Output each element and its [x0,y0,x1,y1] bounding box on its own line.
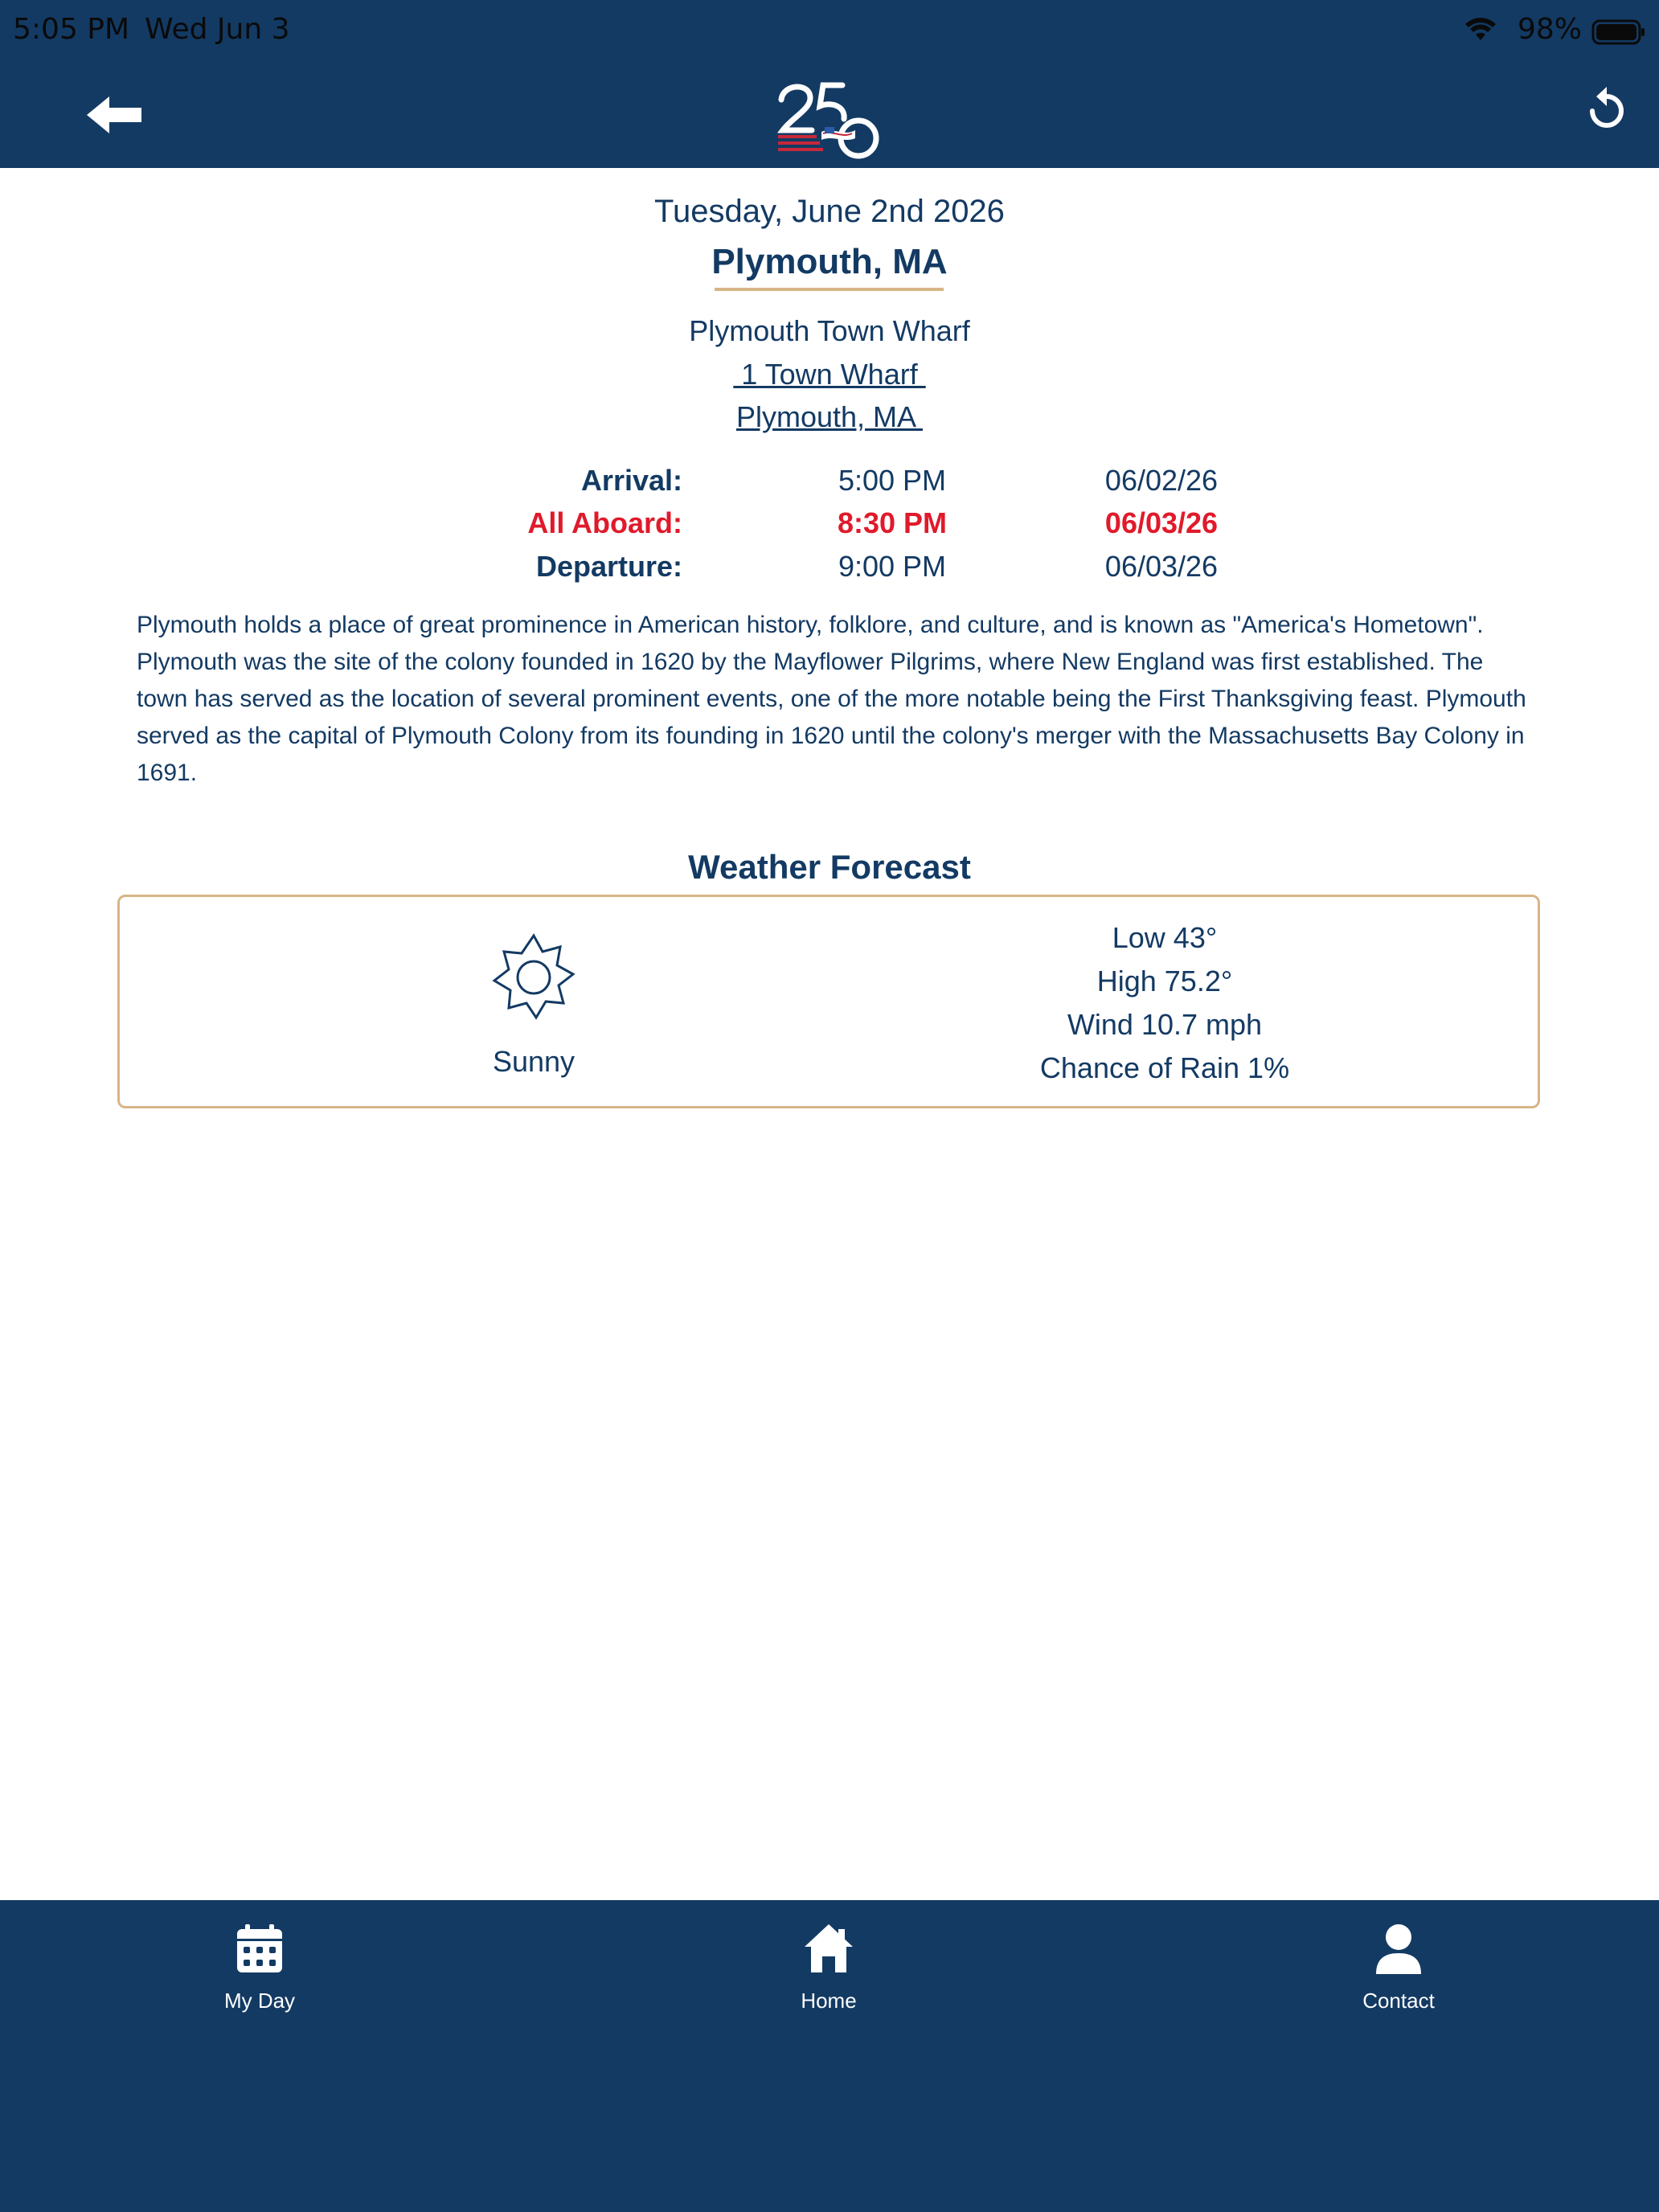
250-logo [775,77,884,161]
sun-icon [490,932,578,1021]
arrival-time: 5:00 PM [838,464,947,497]
status-date: Wed Jun 3 [145,13,290,46]
home-icon [803,1923,854,1974]
arrival-date: 06/02/26 [1104,464,1219,497]
tab-home[interactable] [708,1900,949,2029]
tab-my-day[interactable] [139,1900,380,2029]
weather-low: Low 43° [1112,921,1218,954]
status-bar [0,0,1659,64]
weather-condition: Sunny [492,1045,576,1078]
city-underline-divider [715,288,944,291]
weather-forecast-title: Weather Forecast [688,848,971,886]
address-line1-link[interactable]: 1 Town Wharf [733,358,926,391]
refresh-icon[interactable] [1585,85,1628,133]
tab-contact[interactable] [1278,1900,1519,2029]
tab-home-label: Home [801,1989,857,2013]
arrival-label: Arrival: [580,464,682,497]
battery-percent: 98% [1517,13,1582,46]
departure-time: 9:00 PM [838,550,947,583]
port-date: Tuesday, June 2nd 2026 [654,194,1005,229]
battery-icon [1591,18,1646,47]
all-aboard-label: All Aboard: [527,506,682,539]
departure-label: Departure: [535,550,682,583]
weather-wind: Wind 10.7 mph [1067,1008,1263,1041]
address-line2-link[interactable]: Plymouth, MA [735,400,924,433]
weather-rain: Chance of Rain 1% [1039,1051,1290,1084]
wifi-icon [1464,18,1497,43]
person-icon [1373,1923,1424,1974]
bottom-tab-bar [0,1900,1659,2212]
port-description: Plymouth holds a place of great prominence in American history, folklore, and culture, and is known as "America's Hometown". Plymouth was the site of the colony founded in 1620 by the Mayflower Pilgrims, where New England was first established. The town has served as the location of several prominent events, one of the more notable being the First Thanksgiving feast. Plymouth served as the capital of Plymouth Colony from its founding in 1620 until the colony's merger with the Massachusetts Bay Colony in 1691. [137,612,1526,786]
port-city: Plymouth, MA [711,242,948,281]
tab-my-day-label: My Day [223,1989,296,2013]
weather-forecast-card [117,895,1540,1108]
departure-date: 06/03/26 [1104,550,1219,583]
top-nav-bar [0,64,1659,168]
weather-high: High 75.2° [1096,965,1233,997]
all-aboard-date: 06/03/26 [1104,506,1219,539]
port-venue: Plymouth Town Wharf [689,314,970,347]
tab-contact-label: Contact [1362,1989,1435,2013]
all-aboard-time: 8:30 PM [837,506,948,539]
arrow-left-icon[interactable] [87,95,143,135]
calendar-icon [234,1923,285,1974]
status-time: 5:05 PM [13,13,130,46]
